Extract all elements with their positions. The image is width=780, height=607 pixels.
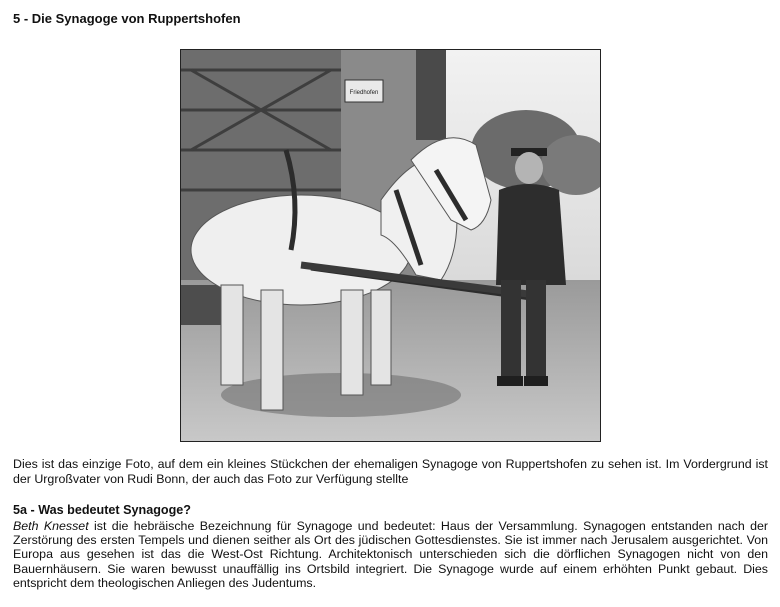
photo-caption: Dies ist das einzige Foto, auf dem ein kleines Stückchen der ehemaligen Synagoge von Ruppertshofen zu sehen ist. Im Vordergrund ist der Urgroßvater von Rudi Bonn, der auch das Foto zur Verfügung stellte xyxy=(13,457,768,486)
photo-illustration xyxy=(181,50,600,441)
subsection-body xyxy=(13,519,768,590)
building-sign-text: Friedhofen xyxy=(349,90,379,96)
historical-photo xyxy=(180,49,601,442)
subsection-text: ist die hebräische Bezeichnung für Synagoge und bedeutet: Haus der Versammlung. Synagogen entstanden nach der Zerstörung des ersten Tempels und dienen seither als Ort des jüdischen Gottesdienstes. Sie ist immer nach Jerusalem ausgerichtet. Von Europa aus gesehen ist das die West-Ost Richtung. Architektonisch unterschieden sich die dörflichen Synagogen nicht von den Bauernhäusern. Sie waren bewusst unauffällig ins Ortsbild integriert. Die Synagoge wurde auf einem erhöhten Punkt gebaut. Dies entspricht dem theologischen Anliegen des Judentums. xyxy=(13,519,769,590)
subsection-title: 5a - Was bedeutet Synagoge? xyxy=(13,503,191,517)
cart xyxy=(181,285,226,325)
building-window xyxy=(416,50,446,140)
section-title: 5 - Die Synagoge von Ruppertshofen xyxy=(13,11,241,26)
hebrew-term: Beth Knesset xyxy=(13,519,89,533)
